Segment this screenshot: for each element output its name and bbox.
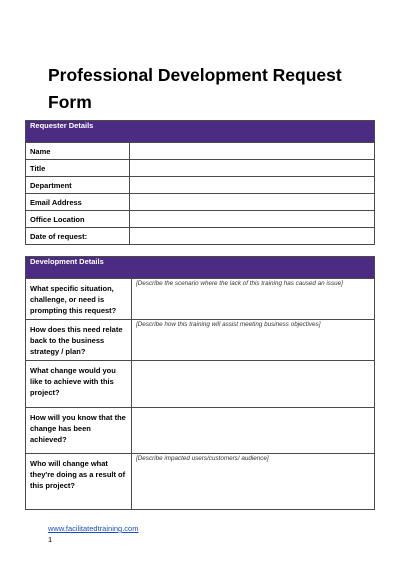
question-who-will-change: Who will change what they're doing as a result of this project? [26,454,132,510]
table-row [26,454,375,510]
table-row [26,143,375,160]
field-value-date-of-request[interactable] [130,228,375,245]
page-number: 1 [48,535,53,544]
question-change-achieved: How will you know that the change has been achieved? [26,408,132,454]
question-desired-change: What change would you like to achieve with this project? [26,361,132,408]
field-value-title[interactable] [130,160,375,177]
table-row [26,160,375,177]
development-details-table [25,256,375,510]
field-value-name[interactable] [130,143,375,160]
table-row [26,211,375,228]
development-details-header: Development Details [26,257,375,279]
requester-details-header: Requester Details [26,121,375,143]
table-row [26,408,375,454]
field-label-department: Department [26,177,130,194]
answer-situation[interactable]: [Describe the scenario where the lack of this training has caused an issue] [132,279,375,320]
answer-change-achieved[interactable] [132,408,375,454]
field-label-name: Name [26,143,130,160]
field-value-department[interactable] [130,177,375,194]
answer-business-strategy[interactable]: [Describe how this training will assist meeting business objectives] [132,320,375,361]
requester-details-table [25,120,375,245]
question-situation: What specific situation, challenge, or need is prompting this request? [26,279,132,320]
table-row [26,320,375,361]
table-row [26,361,375,408]
field-label-date-of-request: Date of request: [26,228,130,245]
field-label-office-location: Office Location [26,211,130,228]
field-value-office-location[interactable] [130,211,375,228]
page-title: Professional Development Request Form [48,65,342,112]
table-row [26,279,375,320]
question-business-strategy: How does this need relate back to the business strategy / plan? [26,320,132,361]
table-row [26,177,375,194]
footer-website-link[interactable]: www.facilitatedtraining.com [48,524,139,533]
answer-desired-change[interactable] [132,361,375,408]
table-row [26,228,375,245]
table-row [26,194,375,211]
field-value-email[interactable] [130,194,375,211]
answer-who-will-change[interactable]: [Describe impacted users/customers/ audience] [132,454,375,510]
field-label-email: Email Address [26,194,130,211]
field-label-title: Title [26,160,130,177]
